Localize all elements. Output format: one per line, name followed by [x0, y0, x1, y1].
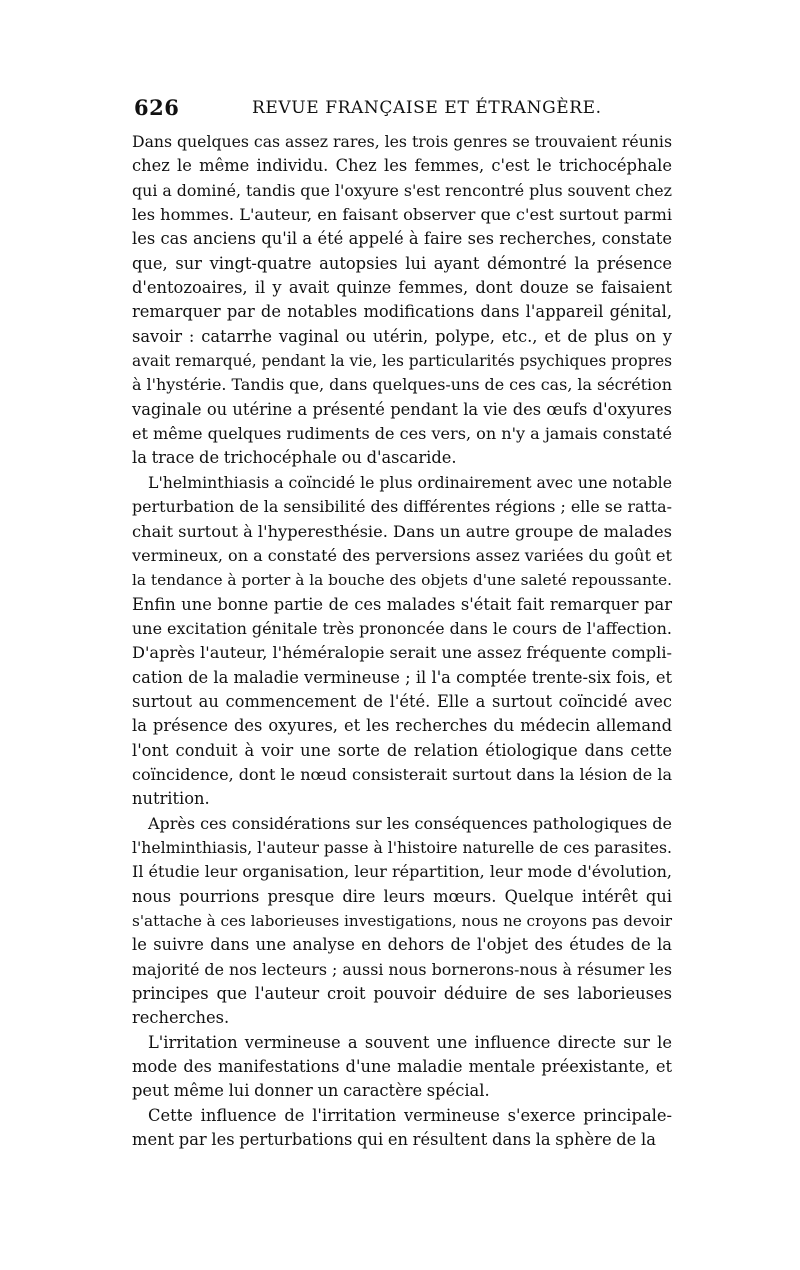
- text-line: le suivre dans une analyse en dehors de l'objet des études de la: [132, 935, 672, 955]
- paragraph: [132, 812, 672, 1031]
- text-line: D'après l'auteur, l'héméralopie serait une assez fréquente compli-: [132, 643, 672, 663]
- text-line: les hommes. L'auteur, en faisant observer que c'est surtout parmi: [132, 205, 672, 225]
- text-line: chait surtout à l'hyperesthésie. Dans un autre groupe de malades: [132, 521, 672, 541]
- paragraph: [132, 471, 672, 812]
- paragraph: [132, 1104, 672, 1153]
- text-line: avait remarqué, pendant la vie, les particularités psychiques propres: [132, 352, 672, 371]
- text-line: ment par les perturbations qui en résultent dans la sphère de la: [132, 1130, 656, 1150]
- text-line: mode des manifestations d'une maladie mentale préexistante, et: [132, 1057, 672, 1077]
- text-line: une excitation génitale très prononcée dans le cours de l'affection.: [132, 618, 672, 638]
- text-line: la tendance à porter à la bouche des objets d'une saleté repoussante.: [132, 571, 672, 590]
- text-line: principes que l'auteur croit pouvoir déduire de ses laborieuses: [132, 984, 672, 1004]
- text-line: surtout au commencement de l'été. Elle a surtout coïncidé avec: [132, 691, 672, 711]
- paragraph: [132, 130, 672, 471]
- text-line: vermineux, on a constaté des perversions assez variées du goût et: [132, 545, 672, 565]
- text-line: L'helminthiasis a coïncidé le plus ordinairement avec une notable: [148, 472, 672, 492]
- text-line: l'ont conduit à voir une sorte de relation étiologique dans cette: [132, 740, 672, 760]
- text-line: Dans quelques cas assez rares, les trois genres se trouvaient réunis: [132, 132, 672, 151]
- page-header: [134, 95, 670, 125]
- text-line: à l'hystérie. Tandis que, dans quelques-uns de ces cas, la sécrétion: [132, 375, 672, 395]
- text-line: majorité de nos lecteurs ; aussi nous bornerons-nous à résumer les: [132, 959, 672, 979]
- text-line: perturbation de la sensibilité des différentes régions ; elle se ratta-: [132, 497, 672, 517]
- text-line: nous pourrions presque dire leurs mœurs. Quelque intérêt qui: [132, 886, 672, 906]
- text-line: chez le même individu. Chez les femmes, c'est le trichocéphale: [132, 156, 672, 176]
- text-line: les cas anciens qu'il a été appelé à faire ses recherches, constate: [132, 229, 672, 249]
- text-line: Après ces considérations sur les conséquences pathologiques de: [148, 813, 672, 833]
- text-line: la présence des oxyures, et les recherches du médecin allemand: [132, 716, 672, 736]
- text-line: vaginale ou utérine a présenté pendant la vie des œufs d'oxyures: [132, 399, 672, 419]
- text-line: l'helminthiasis, l'auteur passe à l'histoire naturelle de ces parasites.: [132, 837, 672, 857]
- text-line: Cette influence de l'irritation vermineuse s'exerce principale-: [148, 1105, 672, 1125]
- text-line: qui a dominé, tandis que l'oxyure s'est rencontré plus souvent chez: [132, 180, 672, 200]
- text-line: coïncidence, dont le nœud consisterait surtout dans la lésion de la: [132, 764, 672, 784]
- text-line: s'attache à ces laborieuses investigations, nous ne croyons pas devoir: [132, 912, 672, 930]
- body-text: [132, 130, 672, 1152]
- text-line: que, sur vingt-quatre autopsies lui ayant démontré la présence: [132, 253, 672, 273]
- text-line: la trace de trichocéphale ou d'ascaride.: [132, 448, 457, 468]
- text-line: peut même lui donner un caractère spécial.: [132, 1081, 490, 1101]
- text-line: Enfin une bonne partie de ces malades s'était fait remarquer par: [132, 594, 672, 614]
- text-line: et même quelques rudiments de ces vers, on n'y a jamais constaté: [132, 424, 672, 444]
- paragraph: [132, 1031, 672, 1104]
- text-line: d'entozoaires, il y avait quinze femmes, dont douze se faisaient: [132, 278, 672, 298]
- text-line: Il étudie leur organisation, leur répartition, leur mode d'évolution,: [132, 862, 672, 882]
- running-title: REVUE FRANÇAISE ET ÉTRANGÈRE.: [252, 98, 602, 118]
- text-line: remarquer par de notables modifications dans l'appareil génital,: [132, 302, 672, 322]
- page-number: 626: [134, 95, 180, 120]
- text-line: savoir : catarrhe vaginal ou utérin, polype, etc., et de plus on y: [132, 326, 672, 346]
- text-line: recherches.: [132, 1008, 230, 1028]
- text-line: nutrition.: [132, 789, 210, 809]
- text-line: cation de la maladie vermineuse ; il l'a comptée trente-six fois, et: [132, 667, 672, 687]
- text-line: L'irritation vermineuse a souvent une influence directe sur le: [148, 1032, 672, 1052]
